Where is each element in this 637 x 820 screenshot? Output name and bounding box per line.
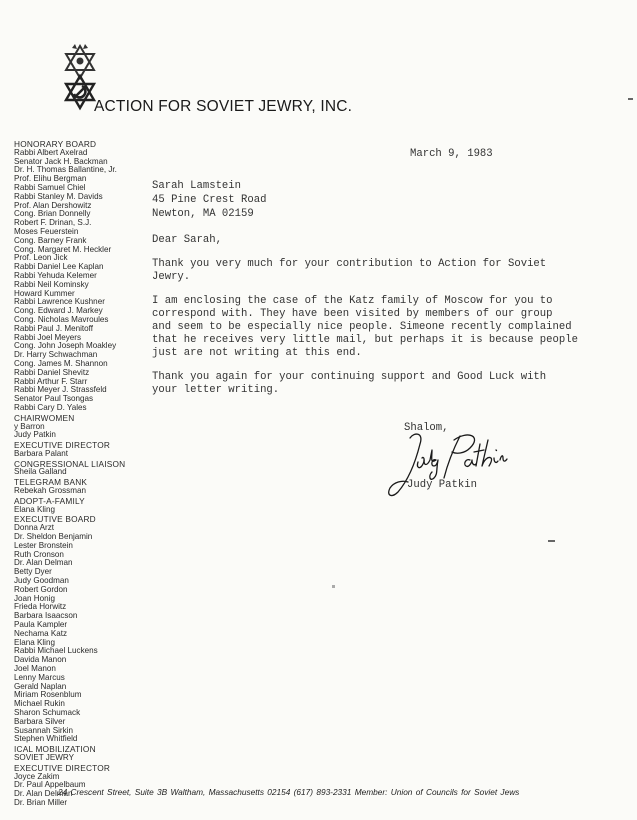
sidebar-member-name: Dr. Harry Schwachman — [14, 350, 98, 360]
sidebar-member-name: Cong. Edward J. Markey — [14, 306, 103, 316]
sidebar-member-name: Gerald Naplan — [14, 681, 67, 691]
sidebar-member-name: Dr. Brian Miller — [14, 797, 68, 807]
sidebar-member-name: Rabbi Paul J. Menitoff — [14, 323, 94, 333]
sidebar-member-name: Joel Manon — [14, 664, 56, 674]
margin-mark — [628, 98, 633, 100]
sidebar-member-name: Barbara Silver — [14, 716, 66, 726]
sidebar-section — [14, 460, 149, 478]
sidebar-section — [14, 497, 149, 515]
sidebar-member-name: Dr. Alan Delman — [14, 558, 73, 568]
sidebar-member-name: Ruth Cronson — [14, 549, 64, 559]
sidebar-member-name: Senator Jack H. Backman — [14, 156, 108, 166]
sidebar-member-name: Donna Arzt — [14, 523, 55, 533]
sidebar-section — [14, 764, 149, 808]
sidebar-member-name: Cong. John Joseph Moakley — [14, 341, 117, 351]
sidebar-member-name: Cong. James M. Shannon — [14, 358, 108, 368]
salutation: Dear Sarah, — [152, 234, 222, 246]
sidebar-member-name: Judy Goodman — [14, 576, 69, 586]
recipient-city: Newton, MA 02159 — [152, 208, 254, 220]
sidebar-section — [14, 745, 149, 763]
sidebar-section-heading: EXECUTIVE BOARD — [14, 514, 96, 525]
sidebar-member-name: Prof. Elihu Bergman — [14, 174, 87, 184]
sidebar-section — [14, 441, 149, 459]
paragraph-3-line-2: your letter writing. — [152, 384, 280, 396]
sidebar-member-name: Rabbi Albert Axelrad — [14, 147, 88, 157]
sidebar-section — [14, 140, 149, 413]
sidebar-member-name: Rabbi Arthur F. Starr — [14, 376, 88, 386]
sidebar-member-name: Rabbi Daniel Lee Kaplan — [14, 262, 104, 272]
organization-name: ACTION FOR SOVIET JEWRY, INC. — [94, 98, 353, 115]
sidebar-member-name: Howard Kummer — [14, 288, 75, 298]
sidebar-member-name: Cong. Nicholas Mavroules — [14, 314, 109, 324]
sidebar-section — [14, 515, 149, 744]
sidebar-member-name: Rabbi Cary D. Yales — [14, 402, 87, 412]
sidebar-member-name: Sheila Galland — [14, 467, 67, 477]
sidebar-member-name: Dr. H. Thomas Ballantine, Jr. — [14, 165, 117, 175]
sidebar-member-name: Robert F. Drinan, S.J. — [14, 218, 92, 228]
sidebar-section-heading: CHAIRWOMEN — [14, 412, 75, 423]
sidebar-member-name: Nechama Katz — [14, 628, 68, 638]
paragraph-1-line-1: Thank you very much for your contribution to Action for Soviet — [152, 258, 547, 270]
paragraph-1-line-2: Jewry. — [152, 271, 191, 283]
sidebar-member-name: Cong. Brian Donnelly — [14, 209, 91, 219]
sidebar-member-name: Cong. Margaret M. Heckler — [14, 244, 112, 254]
sidebar-member-name: Senator Paul Tsongas — [14, 394, 94, 404]
sidebar-member-name: Elana Kling — [14, 504, 55, 514]
sidebar-member-name: Joan Honig — [14, 593, 55, 603]
sidebar-member-name: Barbara Palant — [14, 448, 68, 458]
sidebar-member-name: Lester Bronstein — [14, 540, 73, 550]
paragraph-2-line-3: and seem to be especially nice people. Simeone recently complained — [152, 321, 572, 333]
recipient-street: 45 Pine Crest Road — [152, 194, 267, 206]
paragraph-3-line-1: Thank you again for your continuing support and Good Luck with — [152, 371, 547, 383]
sidebar-member-name: Joyce Zakim — [14, 771, 60, 781]
sidebar-member-name: Elana Kling — [14, 637, 55, 647]
footer-address: 24 Crescent Street, Suite 3B Waltham, Massachusetts 02154 (617) 893-2331 Member: Union of Councils for Soviet Jews — [58, 787, 520, 797]
paragraph-2-line-5: just are not writing at this end. — [152, 347, 362, 359]
sidebar-section-heading: CONGRESSIONAL LIAISON — [14, 458, 126, 469]
sidebar-member-name: Dr. Alan Delman — [14, 789, 73, 799]
closing: Shalom, — [404, 422, 449, 434]
paragraph-2-line-4: that he receives very little mail, but perhaps it is because people — [152, 334, 578, 346]
sidebar-member-name: Betty Dyer — [14, 567, 52, 577]
sidebar-member-name: Rabbi Yehuda Kelemer — [14, 270, 97, 280]
margin-mark — [548, 540, 555, 542]
sidebar-member-name: Paula Kampler — [14, 620, 68, 630]
sidebar-member-name: Barbara Isaacson — [14, 611, 78, 621]
sidebar-member-name: Rabbi Lawrence Kushner — [14, 297, 105, 307]
sidebar-member-name: Rabbi Michael Luckens — [14, 646, 98, 656]
sidebar-member-name: Rabbi Meyer J. Strassfeld — [14, 385, 107, 395]
sidebar-member-name: Prof. Alan Dershowitz — [14, 200, 92, 210]
typed-name: Judy Patkin — [407, 479, 477, 491]
sidebar-member-name: Frieda Horwitz — [14, 602, 67, 612]
sidebar-member-name: Rabbi Stanley M. Davids — [14, 191, 103, 201]
sidebar-section — [14, 478, 149, 496]
speck-mark — [332, 585, 335, 588]
sidebar-member-name: Dr. Sheldon Benjamin — [14, 532, 93, 542]
sidebar-member-name: y Barron — [14, 421, 45, 431]
sidebar-section — [14, 414, 149, 440]
sidebar-section-heading: TELEGRAM BANK — [14, 477, 88, 488]
sidebar-member-name: Moses Feuerstein — [14, 226, 79, 236]
board-member-sidebar — [14, 139, 149, 808]
sidebar-member-name: Michael Rukin — [14, 699, 65, 709]
sidebar-member-name: Stephen Whitfield — [14, 734, 78, 744]
sidebar-member-name: Rabbi Samuel Chiel — [14, 182, 86, 192]
sidebar-section-heading: ADOPT-A-FAMILY — [14, 495, 85, 506]
paragraph-2-line-1: I am enclosing the case of the Katz family of Moscow for you to — [152, 295, 553, 307]
sidebar-section-heading: EXECUTIVE DIRECTOR — [14, 440, 111, 451]
sidebar-member-name: Rabbi Daniel Shevitz — [14, 367, 90, 377]
sidebar-member-name: Rabbi Joel Meyers — [14, 332, 82, 342]
sidebar-member-name: Rabbi Neil Kominsky — [14, 279, 89, 289]
sidebar-member-name: Sharon Schumack — [14, 708, 81, 717]
recipient-name: Sarah Lamstein — [152, 180, 242, 192]
sidebar-member-name: Miriam Rosenblum — [14, 690, 82, 700]
sidebar-member-name: Rebekah Grossman — [14, 486, 86, 496]
sidebar-section-heading: ICAL MOBILIZATION — [14, 744, 96, 755]
paragraph-2-line-2: correspond with. They have been visited by members of our group — [152, 308, 553, 320]
handwritten-signature — [384, 426, 514, 502]
sidebar-section-heading: HONORARY BOARD — [14, 139, 97, 149]
sidebar-member-name: Lenny Marcus — [14, 672, 65, 682]
sidebar-member-name: Robert Gordon — [14, 584, 68, 594]
sidebar-member-name: SOVIET JEWRY — [14, 752, 74, 762]
sidebar-member-name: Davida Manon — [14, 655, 67, 665]
letter-date: March 9, 1983 — [410, 148, 493, 160]
sidebar-member-name: Susannah Sirkin — [14, 725, 73, 735]
sidebar-member-name: Prof. Leon Jick — [14, 253, 68, 263]
sidebar-member-name: Dr. Paul Appelbaum — [14, 780, 86, 790]
sidebar-section-heading: EXECUTIVE DIRECTOR — [14, 762, 111, 773]
sidebar-member-name: Cong. Barney Frank — [14, 235, 87, 245]
sidebar-member-name: Judy Patkin — [14, 430, 56, 440]
